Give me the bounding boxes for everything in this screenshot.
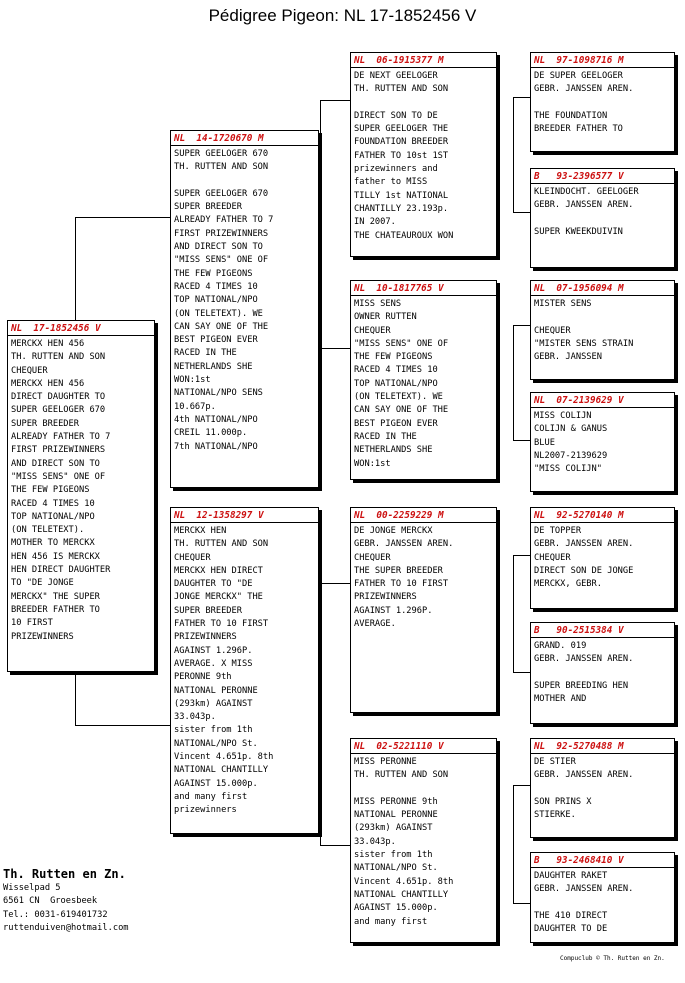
pigeon-card-fmf (530, 280, 675, 380)
credit-footer: Compuclub © Th. Rutten en Zn. (560, 955, 665, 962)
connector (513, 440, 530, 441)
pigeon-card-fff (530, 52, 675, 152)
pigeon-description: MERCKX HEN 456 TH. RUTTEN AND SON CHEQUER MERCKX HEN 456 DIRECT DAUGHTER TO SUPER GEELOGER 670 SUPER BREEDER ALREADY FATHER TO 7 FIRST PRIZEWINNERS AND DIRECT SON TO "MISS SENS" ONE OF THE FEW PIGEONS RACED 4 TIMES 10 TOP NATIONAL/NPO (ON TELETEXT). MOTHER TO MERCKX HEN 456 IS MERCKX HEN DIRECT DAUGHTER TO "DE JONGE MERCKX" THE SUPER BREEDER FATHER TO 10 FIRST PRIZEWINNERS (11, 339, 111, 642)
page-title: Pédigree Pigeon: NL 17-1852456 V (208, 6, 477, 25)
pigeon-description: DE SUPER GEELOGER GEBR. JANSSEN AREN. THE FOUNDATION BREEDER FATHER TO (534, 71, 634, 135)
owner-email: ruttenduiven@hotmail.com (3, 922, 129, 933)
connector (75, 217, 170, 218)
pigeon-card-father (170, 130, 319, 488)
ring-number: B 93-2468410 V (531, 853, 674, 868)
ring-number: B 90-2515384 V (531, 623, 674, 638)
pigeon-description: GRAND. 019 GEBR. JANSSEN AREN. SUPER BREEDING HEN MOTHER AND (534, 641, 634, 705)
pigeon-description: KLEINDOCHT. GEELOGER GEBR. JANSSEN AREN. SUPER KWEEKDUIVIN (534, 187, 639, 237)
pigeon-description: DE TOPPER GEBR. JANSSEN AREN. CHEQUER DIRECT SON DE JONGE MERCKX, GEBR. (534, 526, 634, 590)
connector (513, 325, 530, 326)
pigeon-card-mff (530, 507, 675, 609)
connector (513, 555, 514, 672)
ring-number: NL 07-1956094 M (531, 281, 674, 296)
ring-number: NL 17-1852456 V (8, 321, 154, 336)
owner-name: Th. Rutten en Zn. (3, 867, 126, 881)
connector (320, 348, 350, 349)
pigeon-description: MISS SENS OWNER RUTTEN CHEQUER "MISS SENS" ONE OF THE FEW PIGEONS RACED 4 TIMES 10 TOP NATIONAL/NPO (ON TELETEXT). WE CAN SAY ONE OF THE BEST PIGEON EVER RACED IN THE NETHERLANDS SHE WON:1st (354, 299, 449, 469)
owner-info (3, 866, 129, 935)
pigeon-card-mf (350, 507, 497, 713)
connector (513, 97, 530, 98)
pigeon-description: SUPER GEELOGER 670 TH. RUTTEN AND SON SUPER GEELOGER 670 SUPER BREEDER ALREADY FATHER TO 7 FIRST PRIZEWINNERS AND DIRECT SON TO "MISS SENS" ONE OF THE FEW PIGEONS RACED 4 TIMES 10 TOP NATIONAL/NPO (ON TELETEXT). WE CAN SAY ONE OF THE BEST PIGEON EVER RACED IN THE NETHERLANDS SHE WON:1st NATIONAL/NPO SENS 10.667p. 4th NATIONAL/NPO CREIL 11.000p. 7th NATIONAL/NPO (174, 149, 274, 452)
connector (513, 97, 514, 212)
pigeon-card-mmf (530, 738, 675, 838)
owner-address: Wisselpad 5 (3, 883, 61, 893)
ring-number: NL 02-5221110 V (351, 739, 496, 754)
connector (513, 785, 530, 786)
ring-number: NL 06-1915377 M (351, 53, 496, 68)
connector (320, 845, 350, 846)
connector (75, 725, 170, 726)
connector (513, 212, 530, 213)
ring-number: NL 92-5270488 M (531, 739, 674, 754)
owner-city: 6561 CN Groesbeek (3, 896, 98, 907)
pigeon-description: DE NEXT GEELOGER TH. RUTTEN AND SON DIRECT SON TO DE SUPER GEELOGER THE FOUNDATION BREEDER FATHER TO 10st 1ST prizewinners and father to MISS TILLY 1st NATIONAL CHANTILLY 23.193p. IN 2007. THE CHATEAUROUX WON (354, 71, 454, 241)
ring-number: NL 10-1817765 V (351, 281, 496, 296)
ring-number: NL 07-2139629 V (531, 393, 674, 408)
pigeon-description: MERCKX HEN TH. RUTTEN AND SON CHEQUER MERCKX HEN DIRECT DAUGHTER TO "DE JONGE MERCKX" THE SUPER BREEDER FATHER TO 10 FIRST PRIZEWINNERS AGAINST 1.296P. AVERAGE. X MISS PERONNE 9th NATIONAL PERONNE (293km) AGAINST 33.043p. sister from 1th NATIONAL/NPO St. Vincent 4.651p. 8th NATIONAL CHANTILLY AGAINST 15.000p. and many first prizewinners (174, 526, 274, 816)
owner-phone: Tel.: 0031-619401732 (3, 909, 108, 920)
pigeon-card-mm (350, 738, 497, 943)
connector (513, 672, 530, 673)
connector (320, 100, 321, 348)
connector (513, 785, 514, 903)
pigeon-card-mfm (530, 622, 675, 724)
ring-number: NL 97-1098716 M (531, 53, 674, 68)
pigeon-description: DE STIER GEBR. JANSSEN AREN. SON PRINS X STIERKE. (534, 757, 634, 821)
ring-number: B 93-2396577 V (531, 169, 674, 184)
pigeon-description: MISS COLIJN COLIJN & GANUS BLUE NL2007-2139629 "MISS COLIJN" (534, 411, 608, 475)
pigeon-card-fmm (530, 392, 675, 492)
ring-number: NL 00-2259229 M (351, 508, 496, 523)
pigeon-card-mother (170, 507, 319, 834)
ring-number: NL 12-1358297 V (171, 508, 318, 523)
pigeon-card-fm (350, 280, 497, 480)
pigeon-card-mmm (530, 852, 675, 943)
pigeon-description: MISS PERONNE TH. RUTTEN AND SON MISS PERONNE 9th NATIONAL PERONNE (293km) AGAINST 33.043p. sister from 1th NATIONAL/NPO St. Vincent 4.651p. 8th NATIONAL CHANTILLY AGAINST 15.000p. and many first (354, 757, 454, 927)
pigeon-description: DAUGHTER RAKET GEBR. JANSSEN AREN. THE 410 DIRECT DAUGHTER TO DE (534, 871, 634, 935)
pigeon-description: MISTER SENS CHEQUER "MISTER SENS STRAIN GEBR. JANSSEN (534, 299, 634, 363)
connector (513, 903, 530, 904)
pigeon-description: DE JONGE MERCKX GEBR. JANSSEN AREN. CHEQUER THE SUPER BREEDER FATHER TO 10 FIRST PRIZEWINNERS AGAINST 1.296P. AVERAGE. (354, 526, 454, 630)
connector (513, 325, 514, 440)
pigeon-card-ff (350, 52, 497, 257)
connector (320, 583, 350, 584)
connector (320, 100, 350, 101)
ring-number: NL 92-5270140 M (531, 508, 674, 523)
pigeon-card-subject (7, 320, 155, 672)
connector (320, 583, 321, 845)
pigeon-card-ffm (530, 168, 675, 268)
connector (513, 555, 530, 556)
ring-number: NL 14-1720670 M (171, 131, 318, 146)
